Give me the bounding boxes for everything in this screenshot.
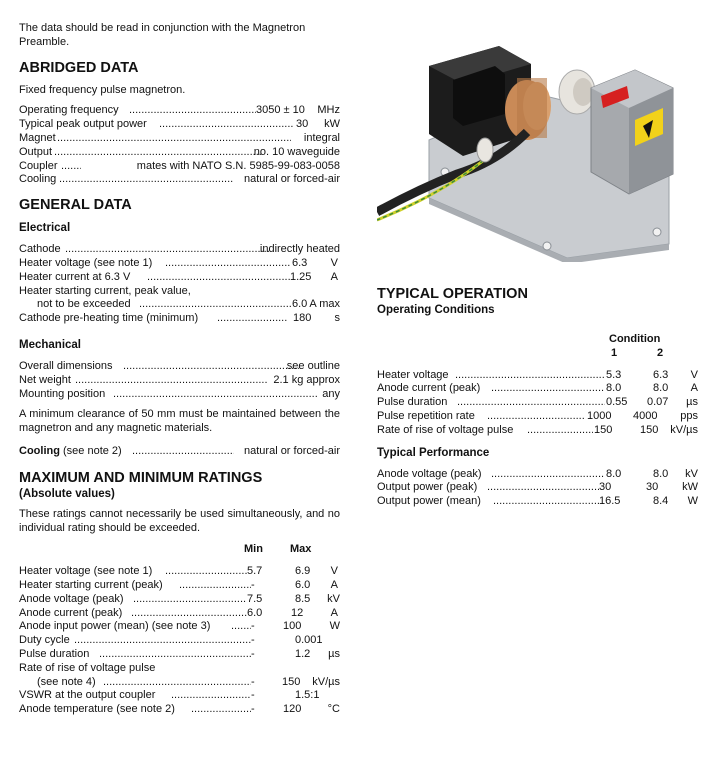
row-c1: 16.5	[599, 495, 621, 508]
row-value: 2.1 kg approx	[273, 373, 340, 386]
table-row	[377, 369, 698, 383]
row-label: Pulse duration	[377, 396, 448, 409]
table-row	[19, 676, 340, 690]
row-label: Anode current (peak)	[19, 606, 123, 619]
row-label: Net weight	[19, 373, 71, 386]
table-row	[19, 607, 340, 621]
ratings-note: These ratings cannot necessarily be used simultaneously, and no individual rating should be exceeded.	[19, 507, 340, 534]
leader-dots	[113, 388, 318, 402]
row-label: Rate of rise of voltage pulse	[377, 423, 514, 436]
row-label: Anode temperature (see note 2)	[19, 703, 175, 716]
leader-dots	[457, 396, 605, 410]
table-row	[19, 173, 340, 187]
ratings-title: MAXIMUM AND MINIMUM RATINGS	[19, 469, 263, 486]
table-row	[19, 285, 340, 299]
cooling-note: (see note 2)	[63, 444, 122, 457]
row-max: 120	[283, 703, 302, 716]
abridged-title: ABRIDGED DATA	[19, 59, 139, 76]
ratings-table	[19, 565, 340, 717]
row-label: Pulse duration	[19, 647, 90, 660]
row-value: integral	[303, 131, 340, 144]
leader-dots	[131, 607, 247, 621]
leader-dots	[123, 360, 299, 374]
row-c2: 0.07	[647, 396, 669, 409]
row-max: 1.2	[295, 647, 311, 660]
cooling-label: Cooling	[19, 444, 60, 457]
row-value: 30	[296, 118, 309, 131]
row-label: Cooling	[19, 173, 57, 186]
row-min: 7.5	[247, 592, 263, 605]
row-label: VSWR at the output coupler	[19, 689, 156, 702]
leader-dots	[191, 703, 251, 717]
row-c1: 1000	[587, 409, 612, 422]
row-unit: A	[690, 382, 698, 395]
row-unit: W	[687, 495, 698, 508]
table-row	[19, 620, 340, 634]
table-row	[19, 104, 340, 118]
leader-dots	[74, 634, 251, 648]
row-max: 12	[291, 606, 304, 619]
row-c2: 150	[640, 423, 659, 436]
table-row	[19, 662, 340, 676]
row-unit: kV	[685, 467, 698, 480]
row-value: any	[322, 387, 340, 400]
row-min: -	[251, 620, 255, 633]
row-label: Anode current (peak)	[377, 382, 481, 395]
leader-dots	[165, 257, 291, 271]
general-title: GENERAL DATA	[19, 197, 132, 214]
leader-dots	[132, 445, 234, 459]
row-min: -	[251, 675, 255, 688]
row-value: 1.25	[290, 270, 312, 283]
row-c2: 4000	[633, 409, 658, 422]
leader-dots	[455, 369, 605, 383]
row-value: 6.3	[292, 256, 308, 269]
table-row	[377, 495, 698, 509]
leader-dots	[159, 118, 293, 132]
row-label: Heater voltage (see note 1)	[19, 256, 153, 269]
max-header: Max	[290, 543, 312, 556]
row-max: 1.5:1	[295, 689, 320, 702]
row-min: -	[251, 689, 255, 702]
row-min: -	[251, 578, 255, 591]
row-unit: s	[334, 312, 340, 325]
table-row	[19, 388, 340, 402]
table-row	[19, 271, 340, 285]
leader-dots	[491, 468, 605, 482]
magnetron-photo	[377, 22, 698, 262]
row-unit: W	[329, 620, 340, 633]
row-unit: kW	[324, 118, 340, 131]
leader-dots	[99, 648, 251, 662]
condition-header	[377, 333, 698, 347]
table-row	[19, 118, 340, 132]
typical-title: TYPICAL OPERATION	[377, 286, 528, 302]
row-value: indirectly heated	[259, 243, 340, 256]
table-row	[19, 689, 340, 703]
row-unit: A	[330, 606, 338, 619]
leader-dots	[231, 620, 251, 634]
ratings-subtitle: (Absolute values)	[19, 487, 115, 500]
row-label: Heater starting current (peak)	[19, 578, 163, 591]
row-value: 180	[293, 312, 312, 325]
leader-dots	[487, 481, 599, 495]
row-label: Duty cycle	[19, 634, 70, 647]
row-value: 3050 ± 10	[256, 104, 305, 117]
table-row	[19, 312, 340, 326]
row-label: Magnet	[19, 131, 56, 144]
row-label: Heater voltage (see note 1)	[19, 565, 153, 578]
table-row	[377, 396, 698, 410]
row-c2: 8.4	[653, 495, 669, 508]
table-row	[19, 634, 340, 648]
row-max: 0.001	[295, 634, 323, 647]
electrical-table	[19, 243, 340, 326]
row-label: Overall dimensions	[19, 359, 113, 372]
abridged-subtitle: Fixed frequency pulse magnetron.	[19, 83, 186, 96]
table-row	[19, 360, 340, 374]
leader-dots	[527, 424, 593, 438]
min-header: Min	[244, 543, 263, 556]
row-c1: 0.55	[606, 396, 628, 409]
table-row	[19, 298, 340, 312]
row-value: mates with NATO S.N. 5985-99-083-0058	[136, 159, 340, 172]
row-unit: kV/µs	[312, 675, 340, 688]
row-min: 6.0	[247, 606, 263, 619]
leader-dots	[61, 160, 81, 174]
row-label: Output power (mean)	[377, 495, 481, 508]
row-unit: °C	[327, 703, 340, 716]
row-label: Rate of rise of voltage pulse	[19, 661, 156, 674]
row-c1: 150	[594, 423, 613, 436]
row-value: 6.0	[292, 298, 308, 311]
row-value: natural or forced-air	[244, 173, 340, 186]
row-max: 6.0	[295, 578, 311, 591]
leader-dots	[491, 382, 605, 396]
table-row	[19, 703, 340, 717]
table-row	[19, 579, 340, 593]
row-min: -	[251, 647, 255, 660]
electrical-title: Electrical	[19, 222, 71, 235]
row-unit: µs	[686, 396, 698, 409]
row-max: 6.9	[295, 565, 311, 578]
row-label: Output power (peak)	[377, 481, 478, 494]
row-unit: MHz	[317, 104, 340, 117]
row-c1: 8.0	[606, 467, 622, 480]
row-c2: 8.0	[653, 467, 669, 480]
leader-dots	[171, 689, 251, 703]
leader-dots	[65, 243, 271, 257]
leader-dots	[133, 593, 247, 607]
ratings-header	[19, 543, 340, 557]
leader-dots	[139, 298, 291, 312]
cooling-label-group	[19, 445, 122, 459]
condition-label: Condition	[609, 333, 661, 345]
condition-columns	[377, 347, 698, 361]
performance-table	[377, 468, 698, 509]
intro-text: The data should be read in conjunction with the Magnetron Preamble.	[19, 22, 306, 48]
row-min: -	[251, 703, 255, 716]
row-unit: V	[330, 565, 338, 578]
table-row	[19, 257, 340, 271]
row-label: Anode voltage (peak)	[19, 592, 124, 605]
row-unit: kV/µs	[670, 423, 698, 436]
leader-dots	[487, 410, 585, 424]
row-unit: kW	[682, 481, 698, 494]
table-row	[19, 648, 340, 662]
row-label: Typical peak output power	[19, 118, 147, 131]
row-label: Anode voltage (peak)	[377, 467, 482, 480]
row-max: 8.5	[295, 592, 311, 605]
row-label: Anode input power (mean) (see note 3)	[19, 620, 211, 633]
row-label: Operating frequency	[19, 104, 119, 117]
table-row	[19, 160, 340, 174]
table-row	[377, 481, 698, 495]
row-min: 5.7	[247, 565, 263, 578]
row-label: Cathode	[19, 243, 61, 256]
leader-dots	[147, 271, 290, 285]
conditions-table	[377, 369, 698, 438]
row-label: Heater starting current, peak value,	[19, 284, 191, 297]
row-label: Heater current at 6.3 V	[19, 270, 131, 283]
table-row	[19, 243, 340, 257]
row-c2: 30	[646, 481, 659, 494]
leader-dots	[59, 173, 234, 187]
row-label: Output	[19, 145, 53, 158]
row-unit: A	[330, 578, 338, 591]
row-c1: 30	[599, 481, 612, 494]
row-unit: A	[330, 270, 338, 283]
leader-dots	[57, 132, 291, 146]
cooling-value: natural or forced-air	[244, 444, 340, 457]
table-row	[19, 565, 340, 579]
table-row	[377, 468, 698, 482]
row-max: 100	[283, 620, 302, 633]
condition-col-2: 2	[657, 346, 664, 359]
row-label: Heater voltage	[377, 368, 449, 381]
table-row	[19, 132, 340, 146]
row-c2: 8.0	[653, 382, 669, 395]
row-label: Coupler	[19, 159, 58, 172]
table-row	[19, 146, 340, 160]
table-row	[377, 382, 698, 396]
row-max: 150	[282, 675, 301, 688]
leader-dots	[179, 579, 251, 593]
row-c2: 6.3	[653, 368, 669, 381]
row-label: Cathode pre-heating time (minimum)	[19, 312, 199, 325]
mechanical-title: Mechanical	[19, 338, 81, 351]
leader-dots	[54, 146, 263, 160]
row-label: (see note 4)	[37, 675, 96, 688]
performance-title: Typical Performance	[377, 446, 490, 459]
abridged-table	[19, 104, 340, 187]
leader-dots	[165, 565, 247, 579]
conditions-title: Operating Conditions	[377, 304, 495, 316]
mechanical-table	[19, 360, 340, 401]
table-row	[377, 424, 698, 438]
table-row	[377, 410, 698, 424]
row-value: no. 10 waveguide	[253, 145, 340, 158]
row-label: Pulse repetition rate	[377, 409, 475, 422]
row-unit: V	[330, 256, 338, 269]
table-row	[19, 374, 340, 388]
table-row	[19, 593, 340, 607]
clearance-note: A minimum clearance of 50 mm must be maintained between the magnetron and any magnetic materials.	[19, 408, 340, 435]
condition-col-1: 1	[611, 346, 618, 359]
leader-dots	[103, 676, 251, 690]
row-c1: 5.3	[606, 368, 622, 381]
row-label: not to be exceeded	[37, 298, 131, 311]
row-label: Mounting position	[19, 387, 106, 400]
right-column	[377, 286, 698, 509]
row-unit: pps	[680, 409, 698, 422]
leader-dots	[217, 312, 287, 326]
leader-dots	[75, 374, 267, 388]
leader-dots	[129, 104, 256, 118]
row-unit: kV	[327, 592, 340, 605]
row-value: see outline	[286, 359, 340, 372]
cooling-row	[19, 445, 340, 459]
row-unit: V	[690, 368, 698, 381]
row-unit: A max	[309, 298, 340, 311]
leader-dots	[493, 495, 599, 509]
row-min: -	[251, 634, 255, 647]
row-unit: µs	[328, 647, 340, 660]
left-column	[19, 22, 340, 717]
row-c1: 8.0	[606, 382, 622, 395]
